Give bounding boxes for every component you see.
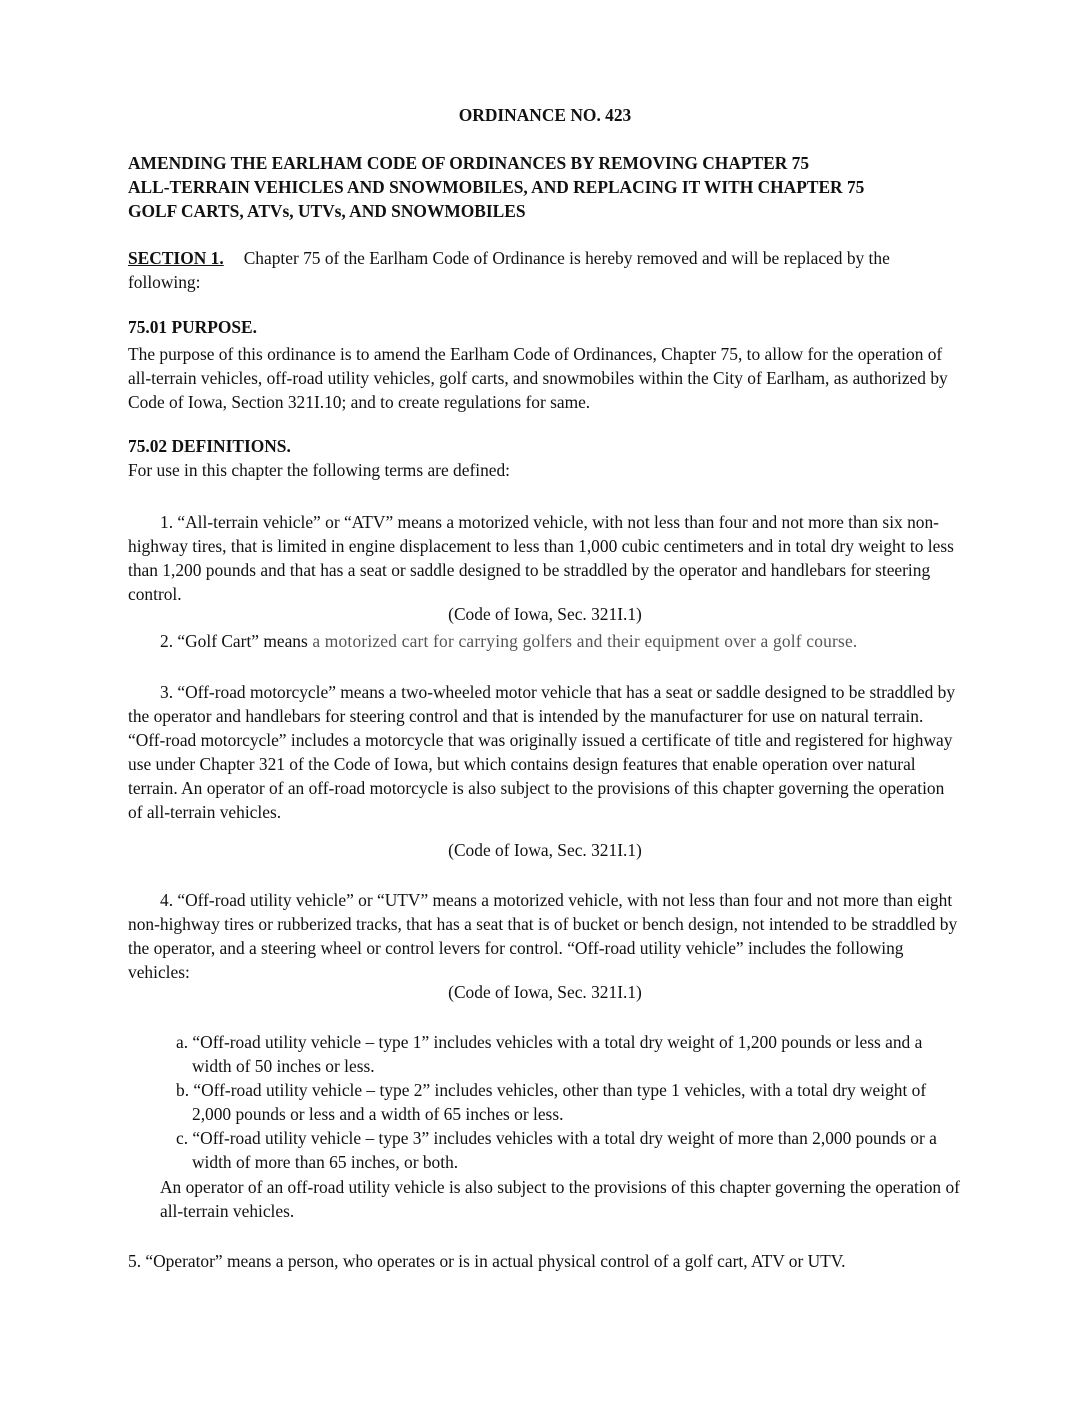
heading-line: ALL-TERRAIN VEHICLES AND SNOWMOBILES, AND REPLACING IT WITH CHAPTER 75 — [128, 177, 865, 197]
citation: (Code of Iowa, Sec. 321I.1) — [448, 982, 642, 1002]
section-1-label: SECTION 1. — [128, 248, 224, 268]
utv-type-1: a. “Off-road utility vehicle – type 1” includes vehicles with a total dry weight of 1,200 pounds or less and a width of 50 inches or less. — [176, 1032, 923, 1076]
citation: (Code of Iowa, Sec. 321I.1) — [448, 840, 642, 860]
definitions-intro: For use in this chapter the following terms are defined: — [128, 460, 511, 480]
definition-operator: 5. “Operator” means a person, who operates or is in actual physical control of a golf cart, ATV or UTV. — [128, 1251, 846, 1271]
ordinance-title: ORDINANCE NO. 423 — [458, 105, 632, 125]
section-1 — [128, 246, 962, 294]
golf-cart-text: a motorized cart for carrying golfers and their equipment over a golf course. — [307, 631, 858, 651]
utv-type-3: c. “Off-road utility vehicle – type 3” includes vehicles with a total dry weight of more than 2,000 pounds or a width of more than 65 inches, or both. — [176, 1128, 937, 1172]
golf-cart-lead: 2. “Golf Cart” means — [160, 631, 308, 651]
purpose-heading: 75.01 PURPOSE. — [128, 317, 257, 337]
definition-atv: 1. “All-terrain vehicle” or “ATV” means a motorized vehicle, with not less than four and not more than six non-highway tires, that is limited in engine displacement to less than 1,000 cubic centimeters and in total dry weight to less than 1,200 pounds and that has a seat or saddle designed to be straddled by the operator and handlebars for steering control. — [128, 512, 954, 604]
definitions-heading: 75.02 DEFINITIONS. — [128, 436, 291, 456]
citation: (Code of Iowa, Sec. 321I.1) — [448, 604, 642, 624]
utv-type-2: b. “Off-road utility vehicle – type 2” includes vehicles, other than type 1 vehicles, with a total dry weight of 2,000 pounds or less and a width of 65 inches or less. — [176, 1080, 927, 1124]
heading-line: AMENDING THE EARLHAM CODE OF ORDINANCES BY REMOVING CHAPTER 75 — [128, 153, 810, 173]
heading-line: GOLF CARTS, ATVs, UTVs, AND SNOWMOBILES — [128, 201, 526, 221]
section-1-text: Chapter 75 of the Earlham Code of Ordinance is hereby removed and will be replaced by the following: — [128, 248, 890, 292]
definition-golf-cart — [128, 629, 962, 653]
purpose-text: The purpose of this ordinance is to amend the Earlham Code of Ordinances, Chapter 75, to allow for the operation of all-terrain vehicles, off-road utility vehicles, golf carts, and snowmobiles within the City of Earlham, as authorized by Code of Iowa, Section 321I.10; and to create regulations for same. — [128, 344, 948, 412]
utv-operator-note: An operator of an off-road utility vehicle is also subject to the provisions of this chapter governing the operation of all-terrain vehicles. — [160, 1177, 960, 1221]
definition-off-road-motorcycle: 3. “Off-road motorcycle” means a two-wheeled motor vehicle that has a seat or saddle designed to be straddled by the operator and handlebars for steering control and that is intended by the manufacturer for use on natural terrain. “Off-road motorcycle” includes a motorcycle that was originally issued a certificate of title and registered for highway use under Chapter 321 of the Code of Iowa, but which contains design features that enable operation over natural terrain. An operator of an off-road motorcycle is also subject to the provisions of this chapter governing the operation of all-terrain vehicles. — [128, 682, 956, 822]
definition-utv: 4. “Off-road utility vehicle” or “UTV” means a motorized vehicle, with not less than four and not more than eight non-highway tires or rubberized tracks, that has a seat that is of bucket or bench design, not intended to be straddled by the operator, and a steering wheel or control levers for control. “Off-road utility vehicle” includes the following vehicles: — [128, 890, 958, 982]
ordinance-heading — [128, 151, 962, 223]
